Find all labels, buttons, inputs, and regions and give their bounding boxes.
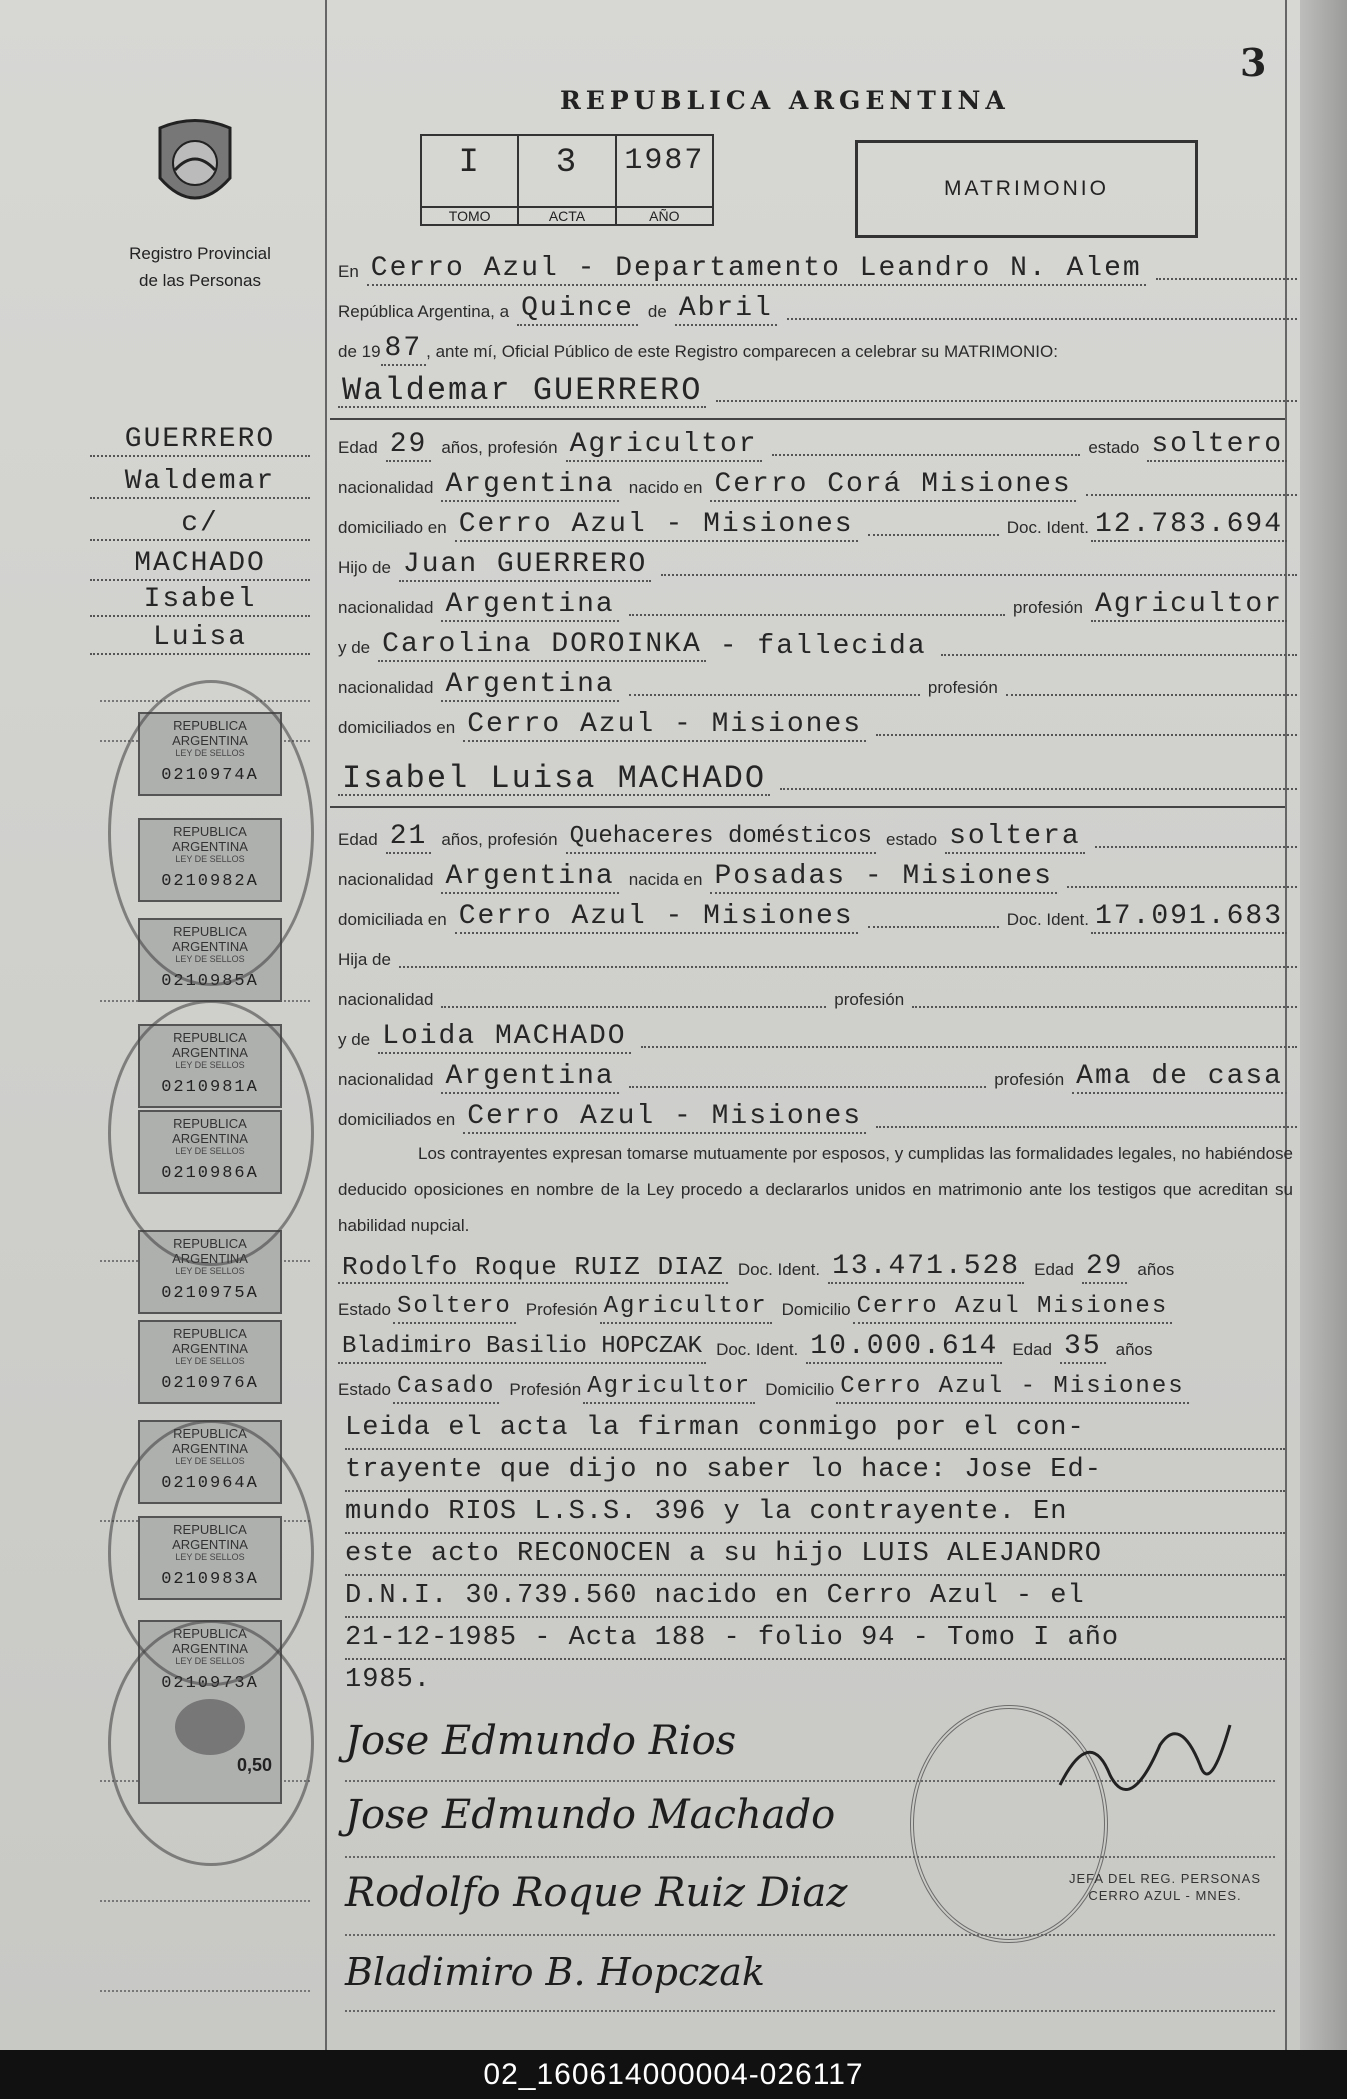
note-line: mundo RIOS L.S.S. 396 y la contrayente. En [345,1492,1285,1534]
margin-name: Isabel [90,584,310,617]
groom-name-row [338,372,1297,408]
intro-text: , ante mí, Oficial Público de este Registro comparecen a celebrar su MATRIMONIO: [426,342,1058,361]
signature: Rodolfo Roque Ruiz Diaz [345,1870,848,1916]
witness1-domicilio: Cerro Azul Misiones [853,1292,1173,1324]
bride-address-row [338,898,1297,934]
signature-line [345,1934,1275,1936]
groom-edad-label: Edad [338,438,378,457]
bride-estado: soltera [945,822,1085,854]
witness1-domicilio-label: Domicilio [781,1300,851,1319]
witness2-edad: 35 [1060,1332,1106,1364]
republica-label: República Argentina, a [338,302,510,321]
stamp-number: 0210981A [161,1078,259,1097]
groom-mother-detail-row [338,666,1297,702]
groom-padre-prof-label: profesión [1013,598,1083,617]
bride-section-rule [330,806,1285,808]
groom-padre: Juan GUERRERO [399,550,651,582]
stamp-value: 0,50 [236,1755,272,1775]
stamp-header: REPUBLICA ARGENTINA [172,1522,248,1552]
year-row [338,330,1297,366]
en-label: En [338,262,359,281]
groom-madre-nac: Argentina [441,670,618,702]
note-line: 21-12-1985 - Acta 188 - folio 94 - Tomo I año [345,1618,1285,1660]
registry-line1: Registro Provincial [129,244,271,263]
stamp-sub: LEY DE SELLOS [175,1146,245,1156]
bride-mother-row [338,1018,1297,1054]
groom-full-name: Waldemar GUERRERO [338,376,706,408]
groom-section-rule [330,418,1285,420]
groom-father-detail-row [338,586,1297,622]
witness2-domicilio-label: Domicilio [765,1380,835,1399]
groom-parents-address-row [338,706,1297,742]
provincial-crest-icon [150,118,240,218]
cancellation-seal [108,1000,314,1266]
stamp-number: 0210974A [161,766,259,785]
page-edge [1300,0,1347,2050]
year-prefix: de 19 [338,342,381,361]
bride-father-row [338,938,1297,974]
margin-name: Luisa [90,622,310,655]
cancellation-seal [108,680,314,986]
groom-profesion: Agricultor [566,430,762,462]
stamp-sub: LEY DE SELLOS [175,1552,245,1562]
stamp-number: 0210985A [161,972,259,991]
stamp-header: REPUBLICA ARGENTINA [172,924,248,954]
cancellation-seal [108,1620,314,1866]
bride-name-row [338,760,1297,796]
note-line: Leida el acta la firman conmigo por el con- [345,1408,1285,1450]
witness1-edad-label: Edad [1034,1260,1074,1279]
stamp-number: 0210976A [161,1374,259,1393]
de-label: de [647,302,667,321]
left-margin-rule [325,0,327,2050]
bride-madre-prof: Ama de casa [1072,1062,1287,1094]
bride-estado-label: estado [886,830,938,849]
groom-estado: soltero [1147,430,1287,462]
stamp-sub: LEY DE SELLOS [175,1656,245,1666]
signature-line [345,1856,1275,1858]
stamp-number: 0210986A [161,1164,259,1183]
signature: Bladimiro B. Hopczak [345,1950,765,1994]
stamp-number: 0210983A [161,1570,259,1589]
tomo-value: I [458,144,481,182]
groom-age-row [338,426,1297,462]
witness1-doc: 13.471.528 [828,1252,1024,1284]
bride-edad: 21 [386,822,432,854]
witness2-domicilio: Cerro Azul - Misiones [836,1372,1188,1404]
witness1-profesion: Agricultor [600,1292,772,1324]
acta-value: 3 [555,144,579,182]
bride-y-de-label: y de [338,1030,371,1049]
bride-nacionalidad: Argentina [441,862,618,894]
bride-madre-nac-label: nacionalidad [338,1070,434,1089]
bride-padres-dom: Cerro Azul - Misiones [463,1102,866,1134]
witness2-doc-label: Doc. Ident. [716,1340,799,1359]
place-row [338,250,1297,286]
witness2-detail-row [338,1368,1297,1404]
seal-line2: CERRO AZUL - MNES. [1088,1888,1242,1903]
bride-padre-nac-label: nacionalidad [338,990,434,1009]
bride-nacionalidad-label: nacionalidad [338,870,434,889]
stamp-number: 0210964A [161,1474,259,1493]
witness2-estado-label: Estado [338,1380,391,1399]
bride-doc-label: Doc. Ident. [1006,910,1089,929]
stamp-number: 0210982A [161,872,259,891]
bride-nacida-label: nacida en [628,870,703,889]
groom-nacionalidad-label: nacionalidad [338,478,434,497]
groom-estado-label: estado [1088,438,1140,457]
groom-madre-note: - fallecida [719,631,927,662]
declaration-text: Los contrayentes expresan tomarse mutuamente por esposos, y cumplidas las formalidades legales, no habiéndose deducido oposiciones en nombre de la Ley procedo a declararlos unidos en matrimonio ante los testigos que acreditan su habilidad nupcial. [338,1144,1293,1235]
registry-name [95,240,305,294]
bride-madre-prof-label: profesión [994,1070,1065,1089]
groom-mother-row [338,626,1297,662]
year-suffix: 87 [381,334,427,366]
act-type-box [855,140,1198,238]
stamp-sub: LEY DE SELLOS [175,1266,245,1276]
act-type: MATRIMONIO [944,177,1109,200]
page-number: 3 [1240,40,1267,85]
bride-edad-label: Edad [338,830,378,849]
ano-label: AÑO [617,206,712,224]
witness2-edad-label: Edad [1012,1340,1053,1359]
bride-domicilio-label: domiciliada en [338,910,447,929]
bride-profesion-label: años, profesión [441,830,558,849]
bride-madre-nac: Argentina [441,1062,618,1094]
signature: Jose Edmundo Machado [345,1792,836,1838]
groom-father-row [338,546,1297,582]
witness2-profesion-label: Profesión [509,1380,582,1399]
stamp-sub: LEY DE SELLOS [175,1356,245,1366]
groom-hijo-label: Hijo de [338,558,391,577]
margin-name: MACHADO [90,548,310,581]
groom-domicilio: Cerro Azul - Misiones [455,510,858,542]
groom-nacido-en: Cerro Corá Misiones [710,470,1075,502]
date-row [338,290,1297,326]
groom-profesion-label: años, profesión [441,438,558,457]
place-value: Cerro Azul - Departamento Leandro N. Alem [367,254,1146,286]
margin-rule [100,1900,310,1902]
stamp-sub: LEY DE SELLOS [175,1060,245,1070]
bride-parents-address-row [338,1098,1297,1134]
stamp-header: REPUBLICA ARGENTINA [172,1116,248,1146]
stamp-sub: LEY DE SELLOS [175,748,245,758]
margin-rule [100,1990,310,1992]
bride-profesion: Quehaceres domésticos [566,822,876,854]
witness1-detail-row [338,1288,1297,1324]
act-reference-box [420,134,714,226]
month-value: Abril [675,294,777,326]
bride-nacida-en: Posadas - Misiones [710,862,1056,894]
tomo-label: TOMO [422,206,517,224]
stamp-header: REPUBLICA ARGENTINA [172,1030,248,1060]
margin-name: c/ [90,508,310,541]
groom-padre-nac: Argentina [441,590,618,622]
witness1-name: Rodolfo Roque RUIZ DIAZ [338,1252,728,1284]
witness1-profesion-label: Profesión [525,1300,598,1319]
groom-edad: 29 [386,430,432,462]
groom-padres-dom-label: domiciliados en [338,718,456,737]
country-title: REPUBLICA ARGENTINA [560,86,1010,115]
groom-padre-nac-label: nacionalidad [338,598,434,617]
stamp-sub: LEY DE SELLOS [175,854,245,864]
bride-domicilio: Cerro Azul - Misiones [455,902,858,934]
witness2-doc: 10.000.614 [806,1332,1002,1364]
bride-padre-prof-label: profesión [834,990,905,1009]
bride-padres-dom-label: domiciliados en [338,1110,456,1129]
revenue-stamp [138,1320,282,1404]
bride-doc: 17.091.683 [1091,902,1287,934]
witness2-row [338,1328,1297,1364]
stamp-header: REPUBLICA ARGENTINA [172,1426,248,1456]
witness1-anos: años [1137,1260,1175,1279]
seal-line1: JEFA DEL REG. PERSONAS [1068,1871,1261,1886]
witness1-doc-label: Doc. Ident. [737,1260,821,1279]
groom-doc-label: Doc. Ident. [1006,518,1089,537]
stamp-number: 0210973A [161,1674,259,1693]
groom-nationality-row [338,466,1297,502]
witness2-profesion: Agricultor [583,1372,755,1404]
margin-name: Waldemar [90,466,310,499]
bride-nationality-row [338,858,1297,894]
groom-padres-dom: Cerro Azul - Misiones [463,710,866,742]
signature: Jose Edmundo Rios [345,1718,737,1764]
bride-full-name: Isabel Luisa MACHADO [338,764,770,796]
groom-padre-prof: Agricultor [1091,590,1287,622]
groom-madre-nac-label: nacionalidad [338,678,434,697]
stamp-header: REPUBLICA ARGENTINA [172,718,248,748]
groom-nacido-label: nacido en [628,478,703,497]
stamp-header: REPUBLICA ARGENTINA [172,1326,248,1356]
signature-line [345,2010,1275,2012]
day-value: Quince [517,294,638,326]
stamp-number: 0210975A [161,1284,259,1303]
stamp-sub: LEY DE SELLOS [175,954,245,964]
notes-block [345,1408,1285,1700]
groom-doc: 12.783.694 [1091,510,1287,542]
stamp-header: REPUBLICA ARGENTINA [172,1626,248,1656]
margin-name: GUERRERO [90,424,310,457]
stamp-header: REPUBLICA ARGENTINA [172,1236,248,1266]
bride-hija-label: Hija de [338,950,391,969]
bride-madre: Loida MACHADO [378,1022,630,1054]
groom-domicilio-label: domiciliado en [338,518,447,537]
official-seal-text [1040,1870,1290,1904]
witness1-row [338,1248,1297,1284]
groom-madre: Carolina DOROINKA [378,630,706,662]
acta-label: ACTA [519,206,614,224]
official-signature [1050,1705,1240,1815]
groom-address-row [338,506,1297,542]
stamp-header: REPUBLICA ARGENTINA [172,824,248,854]
registry-line2: de las Personas [139,271,261,290]
bride-father-detail-row [338,978,1297,1014]
note-line: 1985. [345,1665,432,1695]
groom-nacionalidad: Argentina [441,470,618,502]
witness1-edad: 29 [1082,1252,1128,1284]
footer-id: 02_160614000004-026117 [0,2050,1347,2099]
witness2-estado: Casado [393,1372,499,1404]
note-line: este acto RECONOCEN a su hijo LUIS ALEJANDRO [345,1534,1285,1576]
stamp-sub: LEY DE SELLOS [175,1456,245,1466]
witness1-estado-label: Estado [338,1300,391,1319]
note-line: trayente que dijo no saber lo hace: Jose Ed- [345,1450,1285,1492]
bride-mother-detail-row [338,1058,1297,1094]
ano-value: 1987 [624,144,705,178]
witness1-estado: Soltero [393,1292,516,1324]
note-line: D.N.I. 30.739.560 nacido en Cerro Azul - el [345,1576,1285,1618]
witness2-name: Bladimiro Basilio HOPCZAK [338,1332,706,1364]
groom-madre-prof-label: profesión [927,678,998,697]
witness2-anos: años [1115,1340,1153,1359]
groom-y-de-label: y de [338,638,371,657]
bride-age-row [338,818,1297,854]
